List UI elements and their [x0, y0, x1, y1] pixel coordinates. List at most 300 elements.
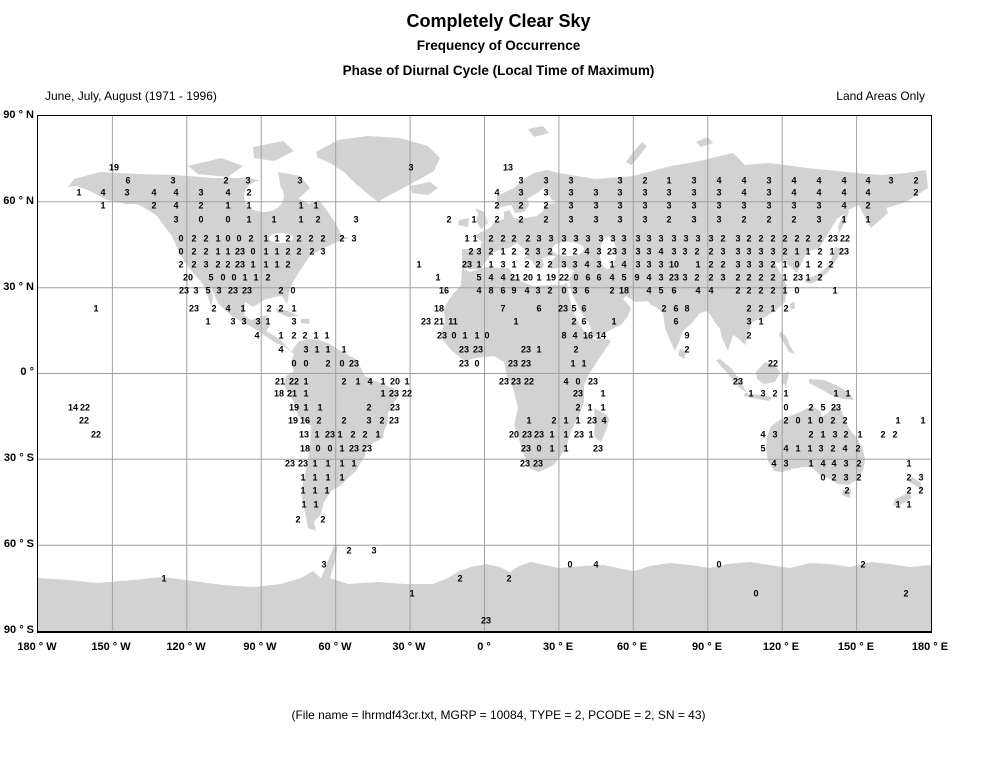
data-value-label: 0 [236, 233, 242, 244]
data-value-label: 21 [286, 388, 298, 399]
data-value-label: 4 [646, 272, 652, 283]
data-value-label: 16 [299, 415, 311, 426]
data-value-label: 1 [748, 388, 754, 399]
data-value-label: 3 [535, 285, 541, 296]
data-value-label: 2 [817, 259, 823, 270]
data-value-label: 2 [746, 285, 752, 296]
data-value-label: 3 [642, 214, 648, 225]
data-value-label: 2 [805, 233, 811, 244]
data-value-label: 2 [285, 259, 291, 270]
data-value-label: 0 [327, 443, 333, 454]
data-value-label: 5 [760, 443, 766, 454]
data-value-label: 1 [225, 246, 231, 257]
data-value-label: 4 [865, 175, 871, 186]
data-value-label: 4 [601, 415, 607, 426]
data-value-label: 1 [600, 388, 606, 399]
data-value-label: 2 [860, 559, 866, 570]
data-value-label: 1 [536, 344, 542, 355]
data-value-label: 1 [435, 272, 441, 283]
data-value-label: 1 [464, 233, 470, 244]
data-value-label: 1 [488, 259, 494, 270]
data-value-label: 2 [791, 214, 797, 225]
data-value-label: 3 [708, 233, 714, 244]
data-value-label: 23 [533, 429, 545, 440]
data-value-label: 2 [913, 175, 919, 186]
data-value-label: 3 [573, 233, 579, 244]
data-value-label: 1 [339, 458, 345, 469]
data-value-label: 10 [668, 259, 680, 270]
data-value-label: 19 [545, 272, 557, 283]
data-value-label: 3 [646, 233, 652, 244]
data-value-label: 1 [471, 214, 477, 225]
data-value-label: 1 [404, 376, 410, 387]
data-value-label: 1 [832, 285, 838, 296]
data-value-label: 23 [227, 285, 239, 296]
data-value-label: 1 [341, 344, 347, 355]
longitude-tick-label: 150 ° W [91, 641, 131, 653]
data-value-label: 2 [518, 200, 524, 211]
data-value-label: 0 [315, 443, 321, 454]
data-value-label: 3 [746, 259, 752, 270]
data-value-label: 22 [90, 429, 102, 440]
data-value-label: 1 [250, 259, 256, 270]
data-value-label: 1 [161, 573, 167, 584]
data-value-label: 23 [557, 303, 569, 314]
data-value-label: 0 [198, 214, 204, 225]
data-value-label: 3 [770, 246, 776, 257]
data-value-label: 0 [250, 246, 256, 257]
data-value-label: 2 [215, 259, 221, 270]
data-value-label: 4 [708, 285, 714, 296]
data-value-label: 6 [671, 285, 677, 296]
data-value-label: 3 [766, 175, 772, 186]
data-value-label: 3 [646, 246, 652, 257]
data-value-label: 3 [572, 285, 578, 296]
data-value-label: 23 [792, 272, 804, 283]
land-arctic-island-2 [253, 141, 294, 161]
data-value-label: 23 [586, 415, 598, 426]
data-value-label: 1 [314, 429, 320, 440]
latitude-tick-label: 0 ° [20, 366, 34, 378]
data-value-label: 2 [817, 272, 823, 283]
longitude-tick-label: 120 ° E [762, 641, 800, 653]
data-value-label: 3 [621, 246, 627, 257]
data-value-label: 1 [312, 485, 318, 496]
data-value-label: 3 [918, 472, 924, 483]
data-value-label: 1 [600, 402, 606, 413]
subtitle-frequency: Frequency of Occurrence [416, 38, 581, 53]
data-value-label: 3 [621, 233, 627, 244]
land-japan [805, 247, 842, 284]
data-value-label: 22 [401, 388, 413, 399]
data-value-label: 1 [782, 259, 788, 270]
data-value-label: 1 [355, 376, 361, 387]
data-value-label: 3 [585, 233, 591, 244]
data-value-label: 0 [303, 358, 309, 369]
data-value-label: 3 [245, 175, 251, 186]
data-value-label: 3 [682, 246, 688, 257]
data-value-label: 7 [500, 303, 506, 314]
data-value-label: 3 [500, 259, 506, 270]
data-value-label: 4 [563, 376, 569, 387]
data-value-label: 3 [658, 272, 664, 283]
data-value-label: 3 [241, 316, 247, 327]
data-value-label: 0 [573, 272, 579, 283]
data-value-label: 2 [446, 214, 452, 225]
data-value-label: 3 [746, 246, 752, 257]
data-value-label: 23 [388, 415, 400, 426]
data-value-label: 2 [362, 429, 368, 440]
data-value-label: 2 [831, 472, 837, 483]
data-value-label: 2 [817, 246, 823, 257]
data-value-label: 0 [225, 214, 231, 225]
data-value-label: 2 [913, 187, 919, 198]
data-value-label: 1 [100, 200, 106, 211]
data-value-label: 4 [584, 246, 590, 257]
data-value-label: 3 [818, 443, 824, 454]
data-value-label: 2 [766, 214, 772, 225]
data-value-label: 1 [581, 358, 587, 369]
data-value-label: 3 [720, 246, 726, 257]
data-value-label: 3 [568, 187, 574, 198]
data-value-label: 1 [611, 316, 617, 327]
data-value-label: 3 [658, 233, 664, 244]
data-value-label: 1 [215, 233, 221, 244]
data-value-label: 2 [203, 233, 209, 244]
data-value-label: 2 [457, 573, 463, 584]
data-value-label: 3 [735, 259, 741, 270]
data-value-label: 2 [511, 246, 517, 257]
data-value-label: 1 [303, 402, 309, 413]
data-value-label: 3 [691, 187, 697, 198]
data-value-label: 1 [807, 415, 813, 426]
data-value-label: 1 [795, 443, 801, 454]
data-value-label: 3 [170, 175, 176, 186]
data-value-label: 4 [841, 200, 847, 211]
data-value-label: 0 [575, 376, 581, 387]
data-value-label: 9 [511, 285, 517, 296]
data-value-label: 1 [301, 499, 307, 510]
data-value-label: 2 [855, 443, 861, 454]
data-value-label: 6 [673, 316, 679, 327]
data-value-label: 3 [642, 200, 648, 211]
data-value-label: 2 [366, 402, 372, 413]
data-value-label: 16 [582, 330, 594, 341]
land-hispaniola [301, 319, 310, 324]
data-value-label: 4 [816, 187, 822, 198]
data-value-label: 4 [225, 187, 231, 198]
data-value-label: 3 [320, 246, 326, 257]
data-value-label: 2 [543, 214, 549, 225]
longitude-tick-label: 60 ° W [318, 641, 352, 653]
data-value-label: 1 [575, 415, 581, 426]
data-value-label: 22 [767, 358, 779, 369]
data-value-label: 3 [735, 246, 741, 257]
data-value-label: 3 [671, 246, 677, 257]
data-value-label: 19 [108, 162, 120, 173]
data-value-label: 2 [468, 246, 474, 257]
data-value-label: 4 [494, 187, 500, 198]
data-value-label: 3 [766, 187, 772, 198]
data-value-label: 4 [741, 187, 747, 198]
data-value-label: 2 [572, 246, 578, 257]
data-value-label: 23 [520, 443, 532, 454]
data-value-label: 4 [695, 285, 701, 296]
data-value-label: 3 [766, 200, 772, 211]
data-value-label: 1 [337, 429, 343, 440]
data-value-label: 1 [324, 330, 330, 341]
data-value-label: 5 [205, 285, 211, 296]
data-value-label: 2 [708, 259, 714, 270]
data-value-label: 1 [782, 272, 788, 283]
data-value-label: 2 [808, 429, 814, 440]
data-value-label: 1 [865, 214, 871, 225]
data-value-label: 1 [339, 443, 345, 454]
data-value-label: 0 [783, 402, 789, 413]
data-value-label: 1 [462, 330, 468, 341]
data-value-label: 4 [488, 272, 494, 283]
data-value-label: 4 [791, 187, 797, 198]
data-value-label: 2 [708, 272, 714, 283]
land-novaya-zemlya [626, 142, 647, 165]
data-value-label: 2 [842, 415, 848, 426]
data-value-label: 2 [248, 233, 254, 244]
data-value-label: 23 [461, 259, 473, 270]
land-taiwan [790, 301, 795, 310]
data-value-label: 23 [520, 344, 532, 355]
data-value-label: 2 [285, 233, 291, 244]
data-value-label: 2 [642, 175, 648, 186]
data-value-label: 3 [658, 259, 664, 270]
page-title: Completely Clear Sky [406, 11, 591, 31]
data-value-label: 1 [563, 429, 569, 440]
data-value-label: 4 [791, 175, 797, 186]
data-value-label: 4 [621, 259, 627, 270]
data-value-label: 23 [573, 429, 585, 440]
data-value-label: 1 [808, 458, 814, 469]
data-value-label: 2 [379, 415, 385, 426]
data-value-label: 0 [474, 358, 480, 369]
data-value-label: 3 [741, 200, 747, 211]
data-value-label: 2 [684, 344, 690, 355]
data-value-label: 11 [448, 316, 458, 327]
data-value-label: 1 [857, 429, 863, 440]
data-value-label: 2 [661, 303, 667, 314]
data-value-label: 3 [646, 259, 652, 270]
data-value-label: 4 [741, 175, 747, 186]
data-value-label: 1 [253, 272, 259, 283]
data-value-label: 9 [634, 272, 640, 283]
data-value-label: 2 [746, 330, 752, 341]
data-value-label: 1 [570, 358, 576, 369]
data-value-label: 23 [827, 233, 839, 244]
data-value-label: 9 [684, 330, 690, 341]
data-value-label: 2 [758, 303, 764, 314]
data-value-label: 3 [843, 472, 849, 483]
data-value-label: 1 [782, 285, 788, 296]
data-value-label: 2 [278, 303, 284, 314]
data-value-label: 20 [522, 272, 534, 283]
data-value-label: 3 [642, 187, 648, 198]
data-value-label: 22 [558, 272, 570, 283]
data-value-label: 4 [716, 175, 722, 186]
data-value-label: 5 [208, 272, 214, 283]
data-value-label: 0 [795, 415, 801, 426]
data-value-label: 3 [816, 200, 822, 211]
data-value-label: 2 [524, 246, 530, 257]
data-value-label: 21 [433, 316, 445, 327]
data-value-label: 3 [888, 175, 894, 186]
data-value-label: 2 [735, 285, 741, 296]
data-value-label: 1 [526, 415, 532, 426]
latitude-tick-label: 30 ° S [3, 452, 34, 464]
data-value-label: 2 [339, 233, 345, 244]
data-value-label: 23 [284, 458, 296, 469]
data-value-label: 4 [841, 187, 847, 198]
data-value-label: 4 [254, 330, 260, 341]
data-value-label: 1 [783, 388, 789, 399]
data-value-label: 2 [320, 514, 326, 525]
data-value-label: 3 [593, 187, 599, 198]
data-value-label: 2 [694, 246, 700, 257]
data-value-label: 2 [906, 472, 912, 483]
data-value-label: 2 [500, 233, 506, 244]
data-value-label: 2 [856, 472, 862, 483]
data-value-label: 1 [536, 272, 542, 283]
data-value-label: 2 [782, 246, 788, 257]
data-value-label: 23 [361, 443, 373, 454]
data-value-label: 3 [291, 316, 297, 327]
data-value-label: 3 [617, 175, 623, 186]
data-value-label: 2 [225, 259, 231, 270]
data-value-label: 2 [828, 259, 834, 270]
data-value-label: 1 [500, 246, 506, 257]
data-value-label: 22 [79, 402, 91, 413]
data-value-label: 22 [523, 376, 535, 387]
data-value-label: 23 [436, 330, 448, 341]
latitude-tick-label: 90 ° S [3, 624, 34, 636]
data-value-label: 3 [816, 214, 822, 225]
data-value-label: 1 [841, 214, 847, 225]
data-value-label: 3 [593, 214, 599, 225]
data-value-label: 2 [315, 214, 321, 225]
data-value-label: 8 [684, 303, 690, 314]
data-value-label: 1 [895, 499, 901, 510]
land-severnaya-zemlya [696, 137, 713, 147]
data-value-label: 2 [551, 415, 557, 426]
data-value-label: 1 [339, 472, 345, 483]
data-value-label: 3 [691, 200, 697, 211]
data-value-label: 2 [291, 330, 297, 341]
data-value-label: 23 [297, 458, 309, 469]
black-sea [552, 242, 584, 256]
data-value-label: 1 [303, 376, 309, 387]
data-value-label: 2 [302, 330, 308, 341]
data-value-label: 3 [598, 233, 604, 244]
data-value-label: 23 [587, 376, 599, 387]
data-value-label: 3 [536, 233, 542, 244]
data-value-label: 4 [278, 344, 284, 355]
data-value-label: 4 [771, 458, 777, 469]
data-value-label: 2 [720, 233, 726, 244]
data-value-label: 1 [303, 388, 309, 399]
longitude-tick-label: 60 ° E [616, 641, 648, 653]
data-value-label: 4 [841, 175, 847, 186]
data-value-label: 0 [178, 233, 184, 244]
land-arctic-island-1 [188, 158, 243, 177]
data-value-label: 4 [367, 376, 373, 387]
data-value-label: 4 [572, 330, 578, 341]
data-value-label: 2 [223, 175, 229, 186]
data-value-label: 3 [671, 233, 677, 244]
data-value-label: 3 [695, 233, 701, 244]
data-value-label: 23 [498, 376, 510, 387]
data-value-label: 23 [188, 303, 200, 314]
data-value-label: 2 [783, 415, 789, 426]
data-value-label: 2 [856, 458, 862, 469]
data-value-label: 3 [760, 388, 766, 399]
data-value-label: 4 [842, 443, 848, 454]
data-value-label: 3 [593, 200, 599, 211]
data-value-label: 20 [389, 376, 401, 387]
data-value-label: 23 [234, 246, 246, 257]
latitude-tick-label: 90 ° N [3, 109, 34, 121]
data-value-label: 22 [839, 233, 851, 244]
data-value-label: 23 [348, 443, 360, 454]
world-map [37, 115, 932, 633]
data-value-label: 2 [918, 485, 924, 496]
data-value-label: 3 [543, 175, 549, 186]
data-value-label: 2 [506, 573, 512, 584]
data-value-label: 23 [388, 388, 400, 399]
data-value-label: 16 [438, 285, 450, 296]
data-value-label: 2 [547, 259, 553, 270]
data-value-label: 2 [191, 259, 197, 270]
data-value-label: 1 [246, 214, 252, 225]
data-value-label: 3 [518, 187, 524, 198]
data-value-label: 3 [548, 233, 554, 244]
data-value-label: 1 [833, 388, 839, 399]
data-value-label: 2 [770, 285, 776, 296]
data-value-label: 2 [547, 246, 553, 257]
data-value-label: 1 [278, 330, 284, 341]
data-value-label: 6 [581, 316, 587, 327]
data-value-label: 0 [451, 330, 457, 341]
data-value-label: 1 [820, 429, 826, 440]
data-value-label: 2 [346, 545, 352, 556]
data-value-label: 4 [760, 429, 766, 440]
data-value-label: 3 [124, 187, 130, 198]
longitude-tick-label: 150 ° E [837, 641, 875, 653]
data-value-label: 2 [746, 233, 752, 244]
data-value-label: 4 [100, 187, 106, 198]
data-value-label: 0 [820, 472, 826, 483]
data-value-label: 1 [314, 344, 320, 355]
data-value-label: 1 [845, 388, 851, 399]
data-value-label: 3 [596, 259, 602, 270]
data-value-label: 1 [588, 429, 594, 440]
data-value-label: 21 [509, 272, 521, 283]
data-value-label: 2 [720, 259, 726, 270]
data-value-label: 3 [561, 259, 567, 270]
data-value-label: 1 [215, 246, 221, 257]
data-value-label: 21 [274, 376, 286, 387]
data-value-label: 1 [511, 259, 517, 270]
data-value-label: 2 [746, 303, 752, 314]
data-value-label: 2 [296, 233, 302, 244]
data-value-label: 3 [371, 545, 377, 556]
data-value-label: 3 [843, 458, 849, 469]
